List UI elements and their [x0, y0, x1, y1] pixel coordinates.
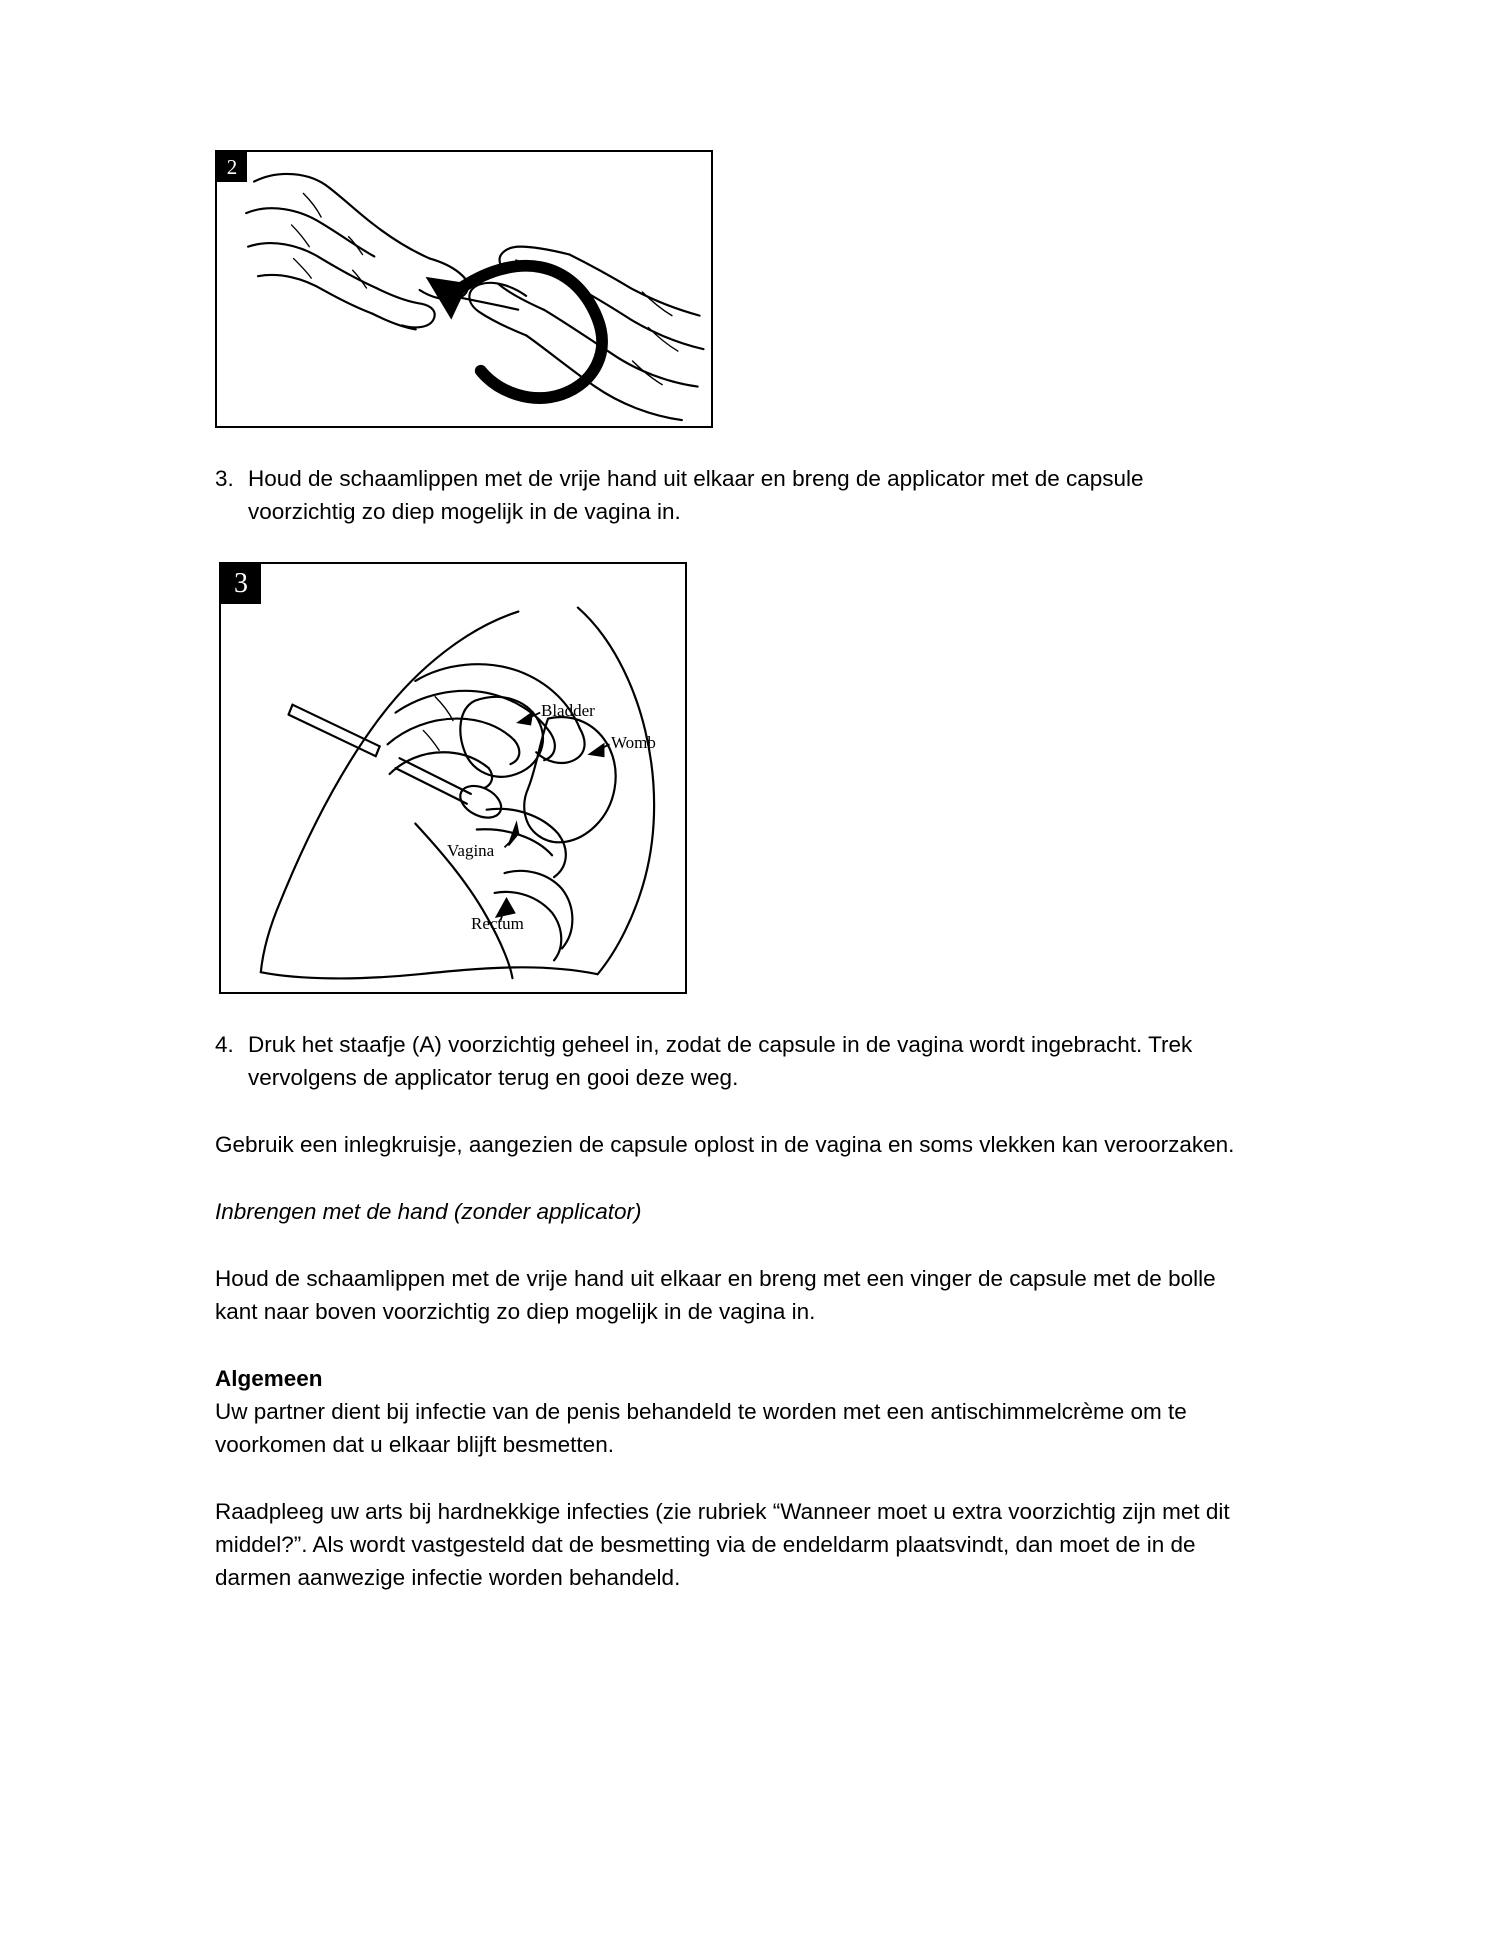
heading-general: Algemeen [215, 1366, 323, 1391]
figure-2-illustration [217, 152, 711, 426]
paragraph-pad-note: Gebruik een inlegkruisje, aangezien de capsule oplost in de vagina en soms vlekken kan veroorzaken. [215, 1132, 1235, 1157]
subheading-hand-insertion: Inbrengen met de hand (zonder applicator) [215, 1199, 642, 1224]
figure-2-badge: 2 [217, 152, 247, 182]
step-item-3 [215, 462, 1255, 528]
figure-3-label-womb: Womb [611, 733, 656, 752]
paragraph-consult-doctor: Raadpleeg uw arts bij hardnekkige infecties (zie rubriek “Wanneer moet u extra voorzichtig zijn met dit middel?”. Als wordt vastgesteld dat de besmetting via de endeldarm plaatsvindt, dan moet de in de darmen aanwezige infectie worden behandeld. [215, 1499, 1230, 1590]
figure-3-label-rectum: Rectum [471, 914, 524, 933]
paragraph-hand-insertion: Houd de schaamlippen met de vrije hand uit elkaar en breng met een vinger de capsule met de bolle kant naar boven voorzichtig zo diep mogelijk in de vagina in. [215, 1266, 1216, 1324]
page-content [215, 150, 1255, 1594]
figure-3-label-bladder: Bladder [541, 701, 595, 720]
step-3-text: Houd de schaamlippen met de vrije hand uit elkaar en breng de applicator met de capsule voorzichtig zo diep mogelijk in de vagina in. [248, 466, 1144, 524]
figure-2 [215, 150, 713, 428]
figure-3-label-vagina: Vagina [447, 841, 495, 860]
step-4-number: 4. [215, 1032, 234, 1057]
figure-3-illustration [221, 564, 685, 992]
paragraph-general: Uw partner dient bij infectie van de penis behandeld te worden met een antischimmelcrème om te voorkomen dat u elkaar blijft besmetten. [215, 1399, 1187, 1457]
step-item-4 [215, 1028, 1255, 1094]
figure-3 [219, 562, 687, 994]
step-4-text: Druk het staafje (A) voorzichtig geheel in, zodat de capsule in de vagina wordt ingebracht. Trek vervolgens de applicator terug en gooi deze weg. [248, 1032, 1193, 1090]
step-list-4 [215, 1028, 1255, 1094]
step-list-3 [215, 462, 1255, 528]
figure-3-badge: 3 [221, 564, 261, 604]
step-3-number: 3. [215, 466, 234, 491]
